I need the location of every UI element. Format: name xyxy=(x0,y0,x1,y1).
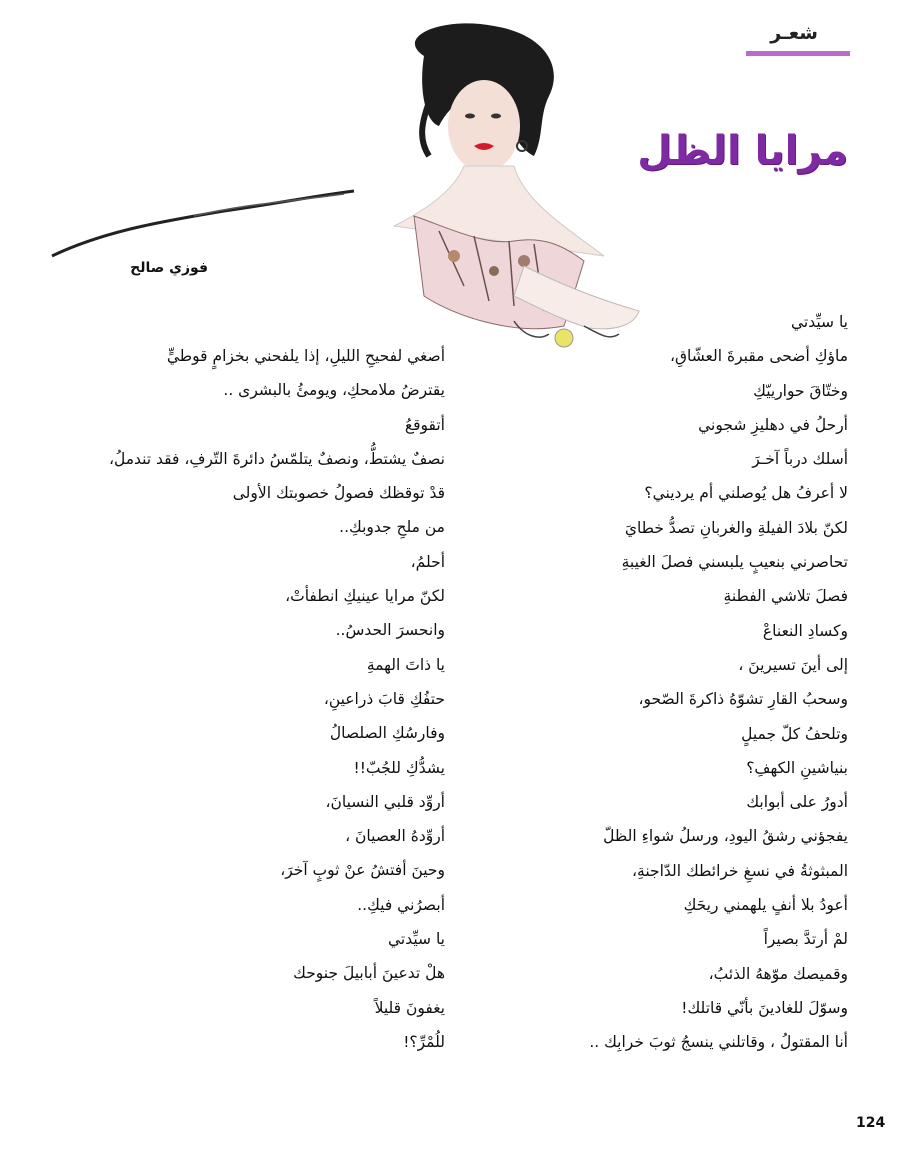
verse-line: يقترضُ ملامحكِ، ويومئُ بالبشرى .. xyxy=(223,381,445,400)
verse-line: يغفونَ قليلاً xyxy=(374,998,445,1017)
verse-line: المبثوثةُ في نسغِ خرائطك الدّاجنةِ، xyxy=(632,861,848,880)
verse-line: وتلحفُ كلّ جميلٍ xyxy=(741,724,848,743)
verse-line: أنا المقتولُ ، وقاتلني ينسجُ ثوبَ خرابِك .. xyxy=(589,1033,848,1052)
verse-line: لكنّ مرايا عينيكِ انطفأتْ، xyxy=(285,587,445,606)
verse-line: فصلَ تلاشي الفطنةِ xyxy=(723,587,848,606)
verse-line: وحينَ أفتشُ عنْ ثوبٍ آخرَ، xyxy=(280,861,445,880)
section-label: شعـر xyxy=(770,22,818,44)
verse-line: يفجؤني رشقُ اليودِ، ورسلُ شواءِ الظلّ xyxy=(603,827,848,846)
verse-line: يا سيِّدتي xyxy=(388,930,445,949)
verse-line: وسوّلَ للغادينَ بأنّي قاتلك! xyxy=(681,998,848,1017)
verse-line: يا ذاتَ الهمةِ xyxy=(366,655,445,674)
poem-title: مرايا الظل xyxy=(637,128,848,174)
verse-line: يشدُّكِ للجُبّ!! xyxy=(353,758,445,777)
verse-line: وانحسرَ الحدسُ.. xyxy=(335,621,445,640)
verse-line: قدْ توقظك فصولُ خصوبتك الأولى xyxy=(232,484,445,503)
verse-line: وكسادِ النعناعْ xyxy=(762,621,848,640)
verse-line: هلْ تدعينَ أبابيلَ جنوحك xyxy=(293,964,445,983)
face-shape xyxy=(448,80,520,172)
poem-column-right xyxy=(458,305,848,1060)
verse-line: وفارسُكِ الصلصالُ xyxy=(329,724,445,743)
verse-line: للُمْرِّ؟! xyxy=(403,1032,445,1051)
verse-line: بنياشينِ الكهفِ؟ xyxy=(746,758,848,777)
verse-line: أسلك درباً آخـرَ xyxy=(752,450,848,469)
page-number: 124 xyxy=(856,1115,886,1131)
author-name: فوزي صالح xyxy=(130,260,208,276)
verse-line: وسحبُ القارِ تشوّهُ ذاكرةَ الصّحو، xyxy=(638,690,848,709)
verse-line: أتقوقعُ xyxy=(404,415,445,434)
verse-line: أروِّدهُ العصيانَ ، xyxy=(345,827,445,846)
verse-line: من ملحِ جدوبكِ.. xyxy=(339,518,445,537)
verse-line: أحلمُ، xyxy=(410,552,445,571)
verse-line: أبصرُني فيكِ.. xyxy=(357,895,445,914)
verse-line: لكنّ بلادَ الفيلةِ والغربانِ تصدُّ خطايَ xyxy=(624,518,848,537)
verse-line: يا سيِّدتي xyxy=(791,313,848,331)
verse-line: أرحلُ في دهليزِ شجوني xyxy=(698,415,848,434)
verse-line: وختّاقَ حوارييّكِ xyxy=(753,381,848,400)
verse-line: ماؤكِ أضحى مقبرةَ العشّاقِ، xyxy=(669,347,848,366)
verse-line: أدورُ على أبوابك xyxy=(746,793,848,812)
section-underline xyxy=(746,51,850,56)
verse-line: نصفٌ يشتطُّ، ونصفٌ يتلمّسُ دائرةَ التّرفِ، فقد تندملُ، xyxy=(108,449,445,468)
verse-line: وقميصك موّههُ الذئبُ، xyxy=(708,964,848,983)
verse-line: أعودُ بلا أنفٍ يلهمني ريحَكِ xyxy=(683,896,848,915)
verse-line: لا أعرفُ هل يُوصلني أم يرديني؟ xyxy=(644,484,848,503)
verse-line: لمْ أرتدَّ بصيراً xyxy=(763,930,848,949)
verse-line: حتفُكِ قابَ ذراعينِ، xyxy=(323,689,445,708)
scarf-stroke xyxy=(52,191,354,256)
verse-line: إلى أينَ تسيرينَ ، xyxy=(738,655,848,674)
poem-column-left xyxy=(65,339,445,1059)
verse-line: تحاصرني بنعيبٍ يلبسني فصلَ الغيبةِ xyxy=(621,553,848,572)
verse-line: أروِّد قلبي النسيانَ، xyxy=(325,792,445,811)
verse-line: أصغي لفحيحِ الليلِ، إذا يلفحني بخزامٍ قوطيٍّ xyxy=(166,347,445,365)
